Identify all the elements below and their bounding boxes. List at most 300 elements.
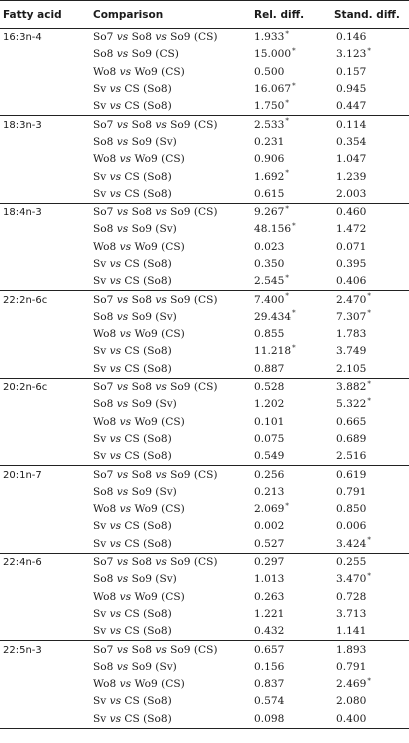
comparison-cell — [90, 676, 251, 693]
stand-diff-cell — [334, 659, 409, 676]
comparison-cell — [90, 326, 251, 343]
rel-diff-value: 0.549 — [254, 450, 285, 463]
stand-diff-value: 0.689 — [336, 432, 367, 445]
table-row — [0, 571, 409, 588]
comparison-cell — [90, 396, 251, 413]
stand-diff-value: 2.469 — [336, 678, 367, 691]
comparison-cell — [90, 98, 251, 116]
table-row — [0, 606, 409, 623]
rel-diff-value: 0.098 — [254, 712, 285, 725]
stand-diff-cell — [334, 256, 409, 273]
comparison-text: So8 vs So9 (Sv) — [93, 660, 177, 673]
fatty-acid-cell — [0, 256, 90, 273]
fatty-acid-cell — [0, 659, 90, 676]
rel-diff-cell — [251, 186, 334, 204]
rel-diff-value: 0.231 — [254, 135, 285, 148]
stand-diff-value: 0.850 — [336, 503, 367, 516]
stand-diff-cell — [334, 711, 409, 729]
comparison-text: So8 vs So9 (Sv) — [93, 573, 177, 586]
rel-diff-cell — [251, 326, 334, 343]
header-stand-diff: Stand. diff. — [334, 1, 409, 29]
rel-diff-value: 11.218 — [254, 345, 292, 358]
comparison-cell — [90, 553, 251, 571]
fatty-acid-cell — [0, 536, 90, 554]
stand-diff-value: 0.447 — [336, 100, 367, 113]
comparison-cell — [90, 641, 251, 659]
rel-diff-cell — [251, 448, 334, 466]
comparison-text: Sv vs CS (So8) — [93, 100, 172, 113]
stand-diff-cell — [334, 203, 409, 221]
comparison-text: So7 vs So8 vs So9 (CS) — [93, 556, 218, 569]
rel-diff-value: 16.067 — [254, 83, 292, 96]
stand-diff-cell — [334, 641, 409, 659]
rel-diff-value: 1.933 — [254, 31, 285, 44]
rel-diff-cell — [251, 711, 334, 729]
comparison-text: Sv vs CS (So8) — [93, 432, 172, 445]
comparison-text: Sv vs CS (So8) — [93, 275, 172, 288]
significance-mark: * — [285, 292, 289, 301]
table-row — [0, 378, 409, 396]
rel-diff-cell — [251, 309, 334, 326]
significance-mark: * — [285, 117, 289, 126]
table-row — [0, 239, 409, 256]
significance-mark: * — [367, 292, 371, 301]
stand-diff-cell — [334, 116, 409, 134]
stand-diff-value: 2.003 — [336, 187, 367, 200]
comparison-cell — [90, 466, 251, 484]
comparison-cell — [90, 501, 251, 518]
stand-diff-value: 0.354 — [336, 135, 367, 148]
rel-diff-cell — [251, 466, 334, 484]
rel-diff-value: 0.002 — [254, 520, 285, 533]
rel-diff-value: 0.023 — [254, 240, 285, 253]
comparison-text: Sv vs CS (So8) — [93, 695, 172, 708]
significance-mark: * — [292, 221, 296, 230]
fatty-acid-cell — [0, 343, 90, 360]
stand-diff-value: 0.395 — [336, 258, 367, 270]
stand-diff-cell — [334, 361, 409, 379]
rel-diff-value: 0.500 — [254, 65, 285, 78]
comparison-cell — [90, 361, 251, 379]
fatty-acid-cell — [0, 326, 90, 343]
fatty-acid-cell — [0, 676, 90, 693]
comparison-text: Wo8 vs Wo9 (CS) — [93, 153, 185, 166]
comparison-text: Sv vs CS (So8) — [93, 537, 172, 550]
fatty-acid-cell: 18:4n-3 — [0, 203, 90, 221]
comparison-cell — [90, 309, 251, 326]
rel-diff-value: 0.615 — [254, 187, 285, 200]
stand-diff-value: 0.146 — [336, 31, 367, 44]
table-row — [0, 291, 409, 309]
fatty-acid-cell — [0, 239, 90, 256]
table-row — [0, 659, 409, 676]
stand-diff-cell — [334, 676, 409, 693]
rel-diff-cell — [251, 168, 334, 185]
rel-diff-cell — [251, 571, 334, 588]
comparison-text: Wo8 vs Wo9 (CS) — [93, 328, 185, 341]
rel-diff-value: 2.545 — [254, 275, 285, 288]
fatty-acid-cell: 22:5n-3 — [0, 641, 90, 659]
significance-mark: * — [285, 168, 289, 177]
stand-diff-cell — [334, 273, 409, 291]
table-row — [0, 168, 409, 185]
rel-diff-value: 0.657 — [254, 643, 285, 656]
stand-diff-cell — [334, 553, 409, 571]
rel-diff-cell — [251, 676, 334, 693]
stand-diff-value: 0.791 — [336, 485, 367, 498]
rel-diff-value: 0.887 — [254, 362, 285, 375]
stand-diff-value: 1.047 — [336, 153, 367, 166]
table-row — [0, 431, 409, 448]
fatty-acid-cell — [0, 484, 90, 501]
rel-diff-value: 7.400 — [254, 293, 285, 306]
comparison-text: Sv vs CS (So8) — [93, 187, 172, 200]
fatty-acid-cell — [0, 98, 90, 116]
stand-diff-cell — [334, 466, 409, 484]
fatty-acid-cell — [0, 186, 90, 204]
stand-diff-value: 0.791 — [336, 660, 367, 673]
stand-diff-cell — [334, 81, 409, 98]
comparison-cell — [90, 518, 251, 535]
table-row — [0, 693, 409, 710]
stand-diff-value: 1.141 — [336, 625, 367, 638]
table-row — [0, 641, 409, 659]
stand-diff-cell — [334, 221, 409, 238]
comparison-text: So7 vs So8 vs So9 (CS) — [93, 118, 218, 131]
significance-mark: * — [292, 309, 296, 318]
rel-diff-value: 0.213 — [254, 485, 285, 498]
stand-diff-value: 0.619 — [336, 468, 367, 481]
fatty-acid-cell — [0, 623, 90, 641]
table-row — [0, 501, 409, 518]
rel-diff-value: 48.156 — [254, 223, 292, 236]
rel-diff-cell — [251, 256, 334, 273]
table-row — [0, 29, 409, 47]
rel-diff-cell — [251, 81, 334, 98]
stand-diff-value: 3.749 — [336, 345, 367, 358]
stand-diff-value: 0.665 — [336, 415, 367, 428]
table-row — [0, 343, 409, 360]
fatty-acid-cell — [0, 711, 90, 729]
stand-diff-cell — [334, 501, 409, 518]
stand-diff-cell — [334, 64, 409, 81]
rel-diff-cell — [251, 361, 334, 379]
comparison-cell — [90, 571, 251, 588]
stand-diff-cell — [334, 98, 409, 116]
comparison-cell — [90, 203, 251, 221]
comparison-cell — [90, 29, 251, 47]
significance-mark: * — [367, 379, 371, 388]
stand-diff-cell — [334, 239, 409, 256]
fatty-acid-cell — [0, 571, 90, 588]
rel-diff-value: 15.000 — [254, 48, 292, 61]
comparison-cell — [90, 239, 251, 256]
comparison-text: Sv vs CS (So8) — [93, 520, 172, 533]
table-row — [0, 414, 409, 431]
table-row — [0, 116, 409, 134]
fatty-acid-cell — [0, 134, 90, 151]
rel-diff-cell — [251, 134, 334, 151]
table-row — [0, 536, 409, 554]
table-row — [0, 553, 409, 571]
rel-diff-cell — [251, 414, 334, 431]
comparison-text: Sv vs CS (So8) — [93, 258, 172, 270]
rel-diff-value: 0.101 — [254, 415, 285, 428]
comparison-cell — [90, 623, 251, 641]
rel-diff-value: 0.906 — [254, 153, 285, 166]
comparison-cell — [90, 116, 251, 134]
significance-mark: * — [285, 29, 289, 38]
rel-diff-cell — [251, 536, 334, 554]
rel-diff-value: 0.256 — [254, 468, 285, 481]
rel-diff-value: 0.350 — [254, 258, 285, 270]
rel-diff-cell — [251, 623, 334, 641]
comparison-cell — [90, 221, 251, 238]
fatty-acid-cell — [0, 589, 90, 606]
significance-mark: * — [285, 98, 289, 107]
fatty-acid-cell — [0, 414, 90, 431]
rel-diff-value: 1.750 — [254, 100, 285, 113]
stand-diff-value: 3.123 — [336, 48, 367, 61]
comparison-text: Sv vs CS (So8) — [93, 712, 172, 725]
comparison-text: Wo8 vs Wo9 (CS) — [93, 240, 185, 253]
rel-diff-value: 1.221 — [254, 607, 285, 620]
rel-diff-cell — [251, 378, 334, 396]
header-comparison: Comparison — [90, 1, 251, 29]
rel-diff-cell — [251, 203, 334, 221]
comparison-text: So7 vs So8 vs So9 (CS) — [93, 468, 218, 481]
significance-mark: * — [292, 46, 296, 55]
rel-diff-value: 9.267 — [254, 206, 285, 219]
stand-diff-value: 2.105 — [336, 362, 367, 375]
stand-diff-value: 3.470 — [336, 573, 367, 586]
stand-diff-cell — [334, 343, 409, 360]
comparison-text: Sv vs CS (So8) — [93, 345, 172, 358]
table-row — [0, 46, 409, 63]
significance-mark: * — [292, 343, 296, 352]
stand-diff-value: 3.713 — [336, 607, 367, 620]
stand-diff-cell — [334, 623, 409, 641]
comparison-cell — [90, 291, 251, 309]
stand-diff-cell — [334, 414, 409, 431]
table-row — [0, 326, 409, 343]
rel-diff-cell — [251, 98, 334, 116]
stand-diff-cell — [334, 46, 409, 63]
comparison-text: So8 vs So9 (Sv) — [93, 485, 177, 498]
significance-mark: * — [285, 204, 289, 213]
table-row — [0, 309, 409, 326]
stand-diff-cell — [334, 431, 409, 448]
fatty-acid-cell — [0, 518, 90, 535]
significance-mark: * — [292, 81, 296, 90]
stand-diff-cell — [334, 396, 409, 413]
table-body — [0, 29, 409, 729]
stand-diff-value: 0.006 — [336, 520, 367, 533]
comparison-text: So8 vs So9 (CS) — [93, 48, 179, 61]
stand-diff-value: 3.424 — [336, 537, 367, 550]
comparison-cell — [90, 414, 251, 431]
rel-diff-cell — [251, 291, 334, 309]
comparison-text: So8 vs So9 (Sv) — [93, 310, 177, 323]
comparison-text: Sv vs CS (So8) — [93, 170, 172, 183]
rel-diff-value: 0.855 — [254, 328, 285, 341]
comparison-cell — [90, 484, 251, 501]
fatty-acid-cell — [0, 309, 90, 326]
stand-diff-cell — [334, 536, 409, 554]
comparison-cell — [90, 343, 251, 360]
rel-diff-cell — [251, 501, 334, 518]
stand-diff-value: 0.406 — [336, 275, 367, 288]
rel-diff-cell — [251, 116, 334, 134]
rel-diff-value: 29.434 — [254, 310, 292, 323]
comparison-text: Sv vs CS (So8) — [93, 83, 172, 96]
comparison-text: So7 vs So8 vs So9 (CS) — [93, 643, 218, 656]
stand-diff-value: 0.071 — [336, 240, 367, 253]
comparison-text: So7 vs So8 vs So9 (CS) — [93, 31, 218, 44]
table-row — [0, 396, 409, 413]
fatty-acid-cell: 22:4n-6 — [0, 553, 90, 571]
fatty-acid-cell: 20:1n-7 — [0, 466, 90, 484]
fatty-acid-cell — [0, 273, 90, 291]
comparison-cell — [90, 134, 251, 151]
table-row — [0, 151, 409, 168]
stand-diff-cell — [334, 606, 409, 623]
comparison-cell — [90, 64, 251, 81]
stand-diff-cell — [334, 134, 409, 151]
rel-diff-cell — [251, 553, 334, 571]
rel-diff-cell — [251, 518, 334, 535]
stand-diff-cell — [334, 291, 409, 309]
comparison-text: So7 vs So8 vs So9 (CS) — [93, 293, 218, 306]
stand-diff-cell — [334, 378, 409, 396]
rel-diff-cell — [251, 46, 334, 63]
table-row — [0, 134, 409, 151]
comparison-cell — [90, 536, 251, 554]
fatty-acid-cell — [0, 448, 90, 466]
rel-diff-cell — [251, 221, 334, 238]
comparison-text: Sv vs CS (So8) — [93, 607, 172, 620]
rel-diff-value: 0.528 — [254, 381, 285, 394]
stand-diff-value: 0.400 — [336, 712, 367, 725]
stand-diff-value: 5.322 — [336, 398, 367, 411]
stand-diff-value: 2.080 — [336, 695, 367, 708]
header-row — [0, 1, 409, 29]
fatty-acid-cell — [0, 693, 90, 710]
comparison-cell — [90, 256, 251, 273]
rel-diff-value: 0.075 — [254, 432, 285, 445]
rel-diff-value: 1.202 — [254, 398, 285, 411]
stand-diff-value: 1.893 — [336, 643, 367, 656]
stand-diff-cell — [334, 448, 409, 466]
significance-mark: * — [367, 309, 371, 318]
rel-diff-cell — [251, 693, 334, 710]
comparison-text: So8 vs So9 (Sv) — [93, 398, 177, 411]
stand-diff-cell — [334, 168, 409, 185]
table-row — [0, 256, 409, 273]
stand-diff-cell — [334, 484, 409, 501]
stand-diff-value: 7.307 — [336, 310, 367, 323]
comparison-cell — [90, 448, 251, 466]
table-row — [0, 484, 409, 501]
rel-diff-cell — [251, 343, 334, 360]
comparison-cell — [90, 378, 251, 396]
stand-diff-cell — [334, 29, 409, 47]
table-row — [0, 676, 409, 693]
fatty-acid-cell — [0, 81, 90, 98]
comparison-cell — [90, 659, 251, 676]
fatty-acid-cell: 22:2n-6c — [0, 291, 90, 309]
fatty-acid-cell — [0, 151, 90, 168]
comparison-cell — [90, 151, 251, 168]
rel-diff-cell — [251, 239, 334, 256]
comparison-text: Wo8 vs Wo9 (CS) — [93, 65, 185, 78]
comparison-cell — [90, 273, 251, 291]
comparison-cell — [90, 168, 251, 185]
fatty-acid-cell — [0, 501, 90, 518]
comparison-text: Sv vs CS (So8) — [93, 625, 172, 638]
significance-mark: * — [367, 396, 371, 405]
comparison-cell — [90, 711, 251, 729]
stand-diff-cell — [334, 571, 409, 588]
comparison-text: So8 vs So9 (Sv) — [93, 135, 177, 148]
significance-mark: * — [285, 273, 289, 282]
comparison-cell — [90, 693, 251, 710]
fatty-acid-cell — [0, 46, 90, 63]
rel-diff-value: 0.297 — [254, 556, 285, 569]
rel-diff-cell — [251, 641, 334, 659]
table-header — [0, 1, 409, 29]
rel-diff-cell — [251, 484, 334, 501]
stand-diff-cell — [334, 693, 409, 710]
table-row — [0, 361, 409, 379]
stand-diff-cell — [334, 589, 409, 606]
fatty-acid-cell — [0, 396, 90, 413]
comparison-text: So8 vs So9 (Sv) — [93, 223, 177, 236]
rel-diff-value: 0.263 — [254, 590, 285, 603]
comparison-text: Wo8 vs Wo9 (CS) — [93, 415, 185, 428]
comparison-cell — [90, 431, 251, 448]
fatty-acid-cell: 20:2n-6c — [0, 378, 90, 396]
table-row — [0, 623, 409, 641]
fatty-acid-cell — [0, 168, 90, 185]
table-row — [0, 711, 409, 729]
stand-diff-value: 1.472 — [336, 223, 367, 236]
rel-diff-cell — [251, 64, 334, 81]
rel-diff-value: 0.837 — [254, 678, 285, 691]
header-rel-diff: Rel. diff. — [251, 1, 334, 29]
stand-diff-value: 2.516 — [336, 450, 367, 463]
rel-diff-cell — [251, 29, 334, 47]
rel-diff-cell — [251, 606, 334, 623]
comparison-text: Wo8 vs Wo9 (CS) — [93, 503, 185, 516]
rel-diff-cell — [251, 396, 334, 413]
table-row — [0, 186, 409, 204]
table-row — [0, 98, 409, 116]
table-row — [0, 589, 409, 606]
rel-diff-value: 1.692 — [254, 170, 285, 183]
rel-diff-cell — [251, 151, 334, 168]
comparison-text: So7 vs So8 vs So9 (CS) — [93, 206, 218, 219]
comparison-cell — [90, 81, 251, 98]
fatty-acid-cell — [0, 361, 90, 379]
stand-diff-value: 0.114 — [336, 118, 367, 131]
rel-diff-value: 0.156 — [254, 660, 285, 673]
table-row — [0, 518, 409, 535]
rel-diff-value: 0.527 — [254, 537, 285, 550]
rel-diff-cell — [251, 659, 334, 676]
stand-diff-value: 0.945 — [336, 83, 367, 96]
stand-diff-value: 0.255 — [336, 556, 367, 569]
